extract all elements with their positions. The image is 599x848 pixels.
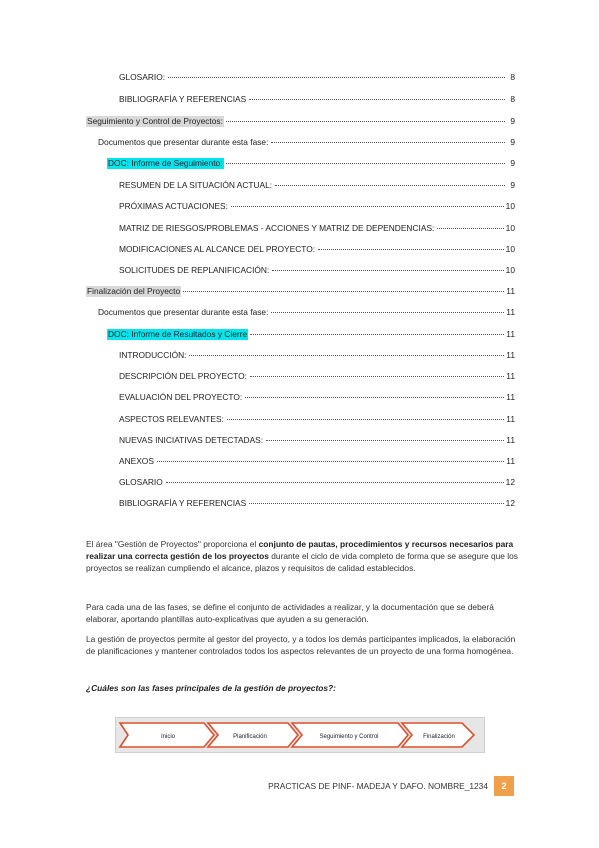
toc-entry-label: ASPECTOS RELEVANTES:: [119, 414, 224, 424]
toc-entry[interactable]: [118, 180, 515, 191]
toc-leader-dots: [271, 306, 504, 313]
toc-page-number: 11: [506, 329, 515, 339]
toc-leader-dots: [249, 93, 505, 100]
intro-p1-bold: conjunto de pautas, procedimientos y recursos necesarios para realizar una correcta gestión de los proyectos: [86, 539, 514, 561]
phase-label-inicio: Inicio: [160, 734, 176, 740]
toc-page-number: 9: [510, 137, 515, 147]
toc-entry-label: MODIFICACIONES AL ALCANCE DEL PROYECTO:: [119, 244, 316, 254]
toc-entry[interactable]: [118, 435, 515, 446]
phases-arrow-chain: [116, 718, 484, 752]
toc-entry-label: Seguimiento y Control de Proyectos:: [87, 116, 223, 126]
project-phases-diagram: [115, 717, 485, 753]
intro-paragraph-1: [86, 538, 518, 574]
toc-leader-dots: [250, 328, 504, 335]
toc-leader-dots: [271, 136, 505, 143]
footer-text: PRACTICAS DE PINF- MADEJA Y DAFO. NOMBRE_1234: [268, 781, 488, 791]
toc-entry-label: GLOSARIO: [119, 477, 163, 487]
toc-page-number: 9: [510, 180, 515, 190]
toc-page-number: 12: [505, 477, 515, 487]
toc-leader-dots: [157, 455, 504, 462]
toc-entry[interactable]: [118, 72, 515, 83]
toc-page-number: 10: [505, 201, 515, 211]
toc-leader-dots: [166, 476, 504, 483]
toc-entry[interactable]: [97, 137, 515, 148]
toc-entry-label: DESCRIPCIÓN DEL PROYECTO:: [119, 371, 247, 381]
toc-entry-label: ANEXOS: [119, 456, 154, 466]
toc-entry-label: RESUMEN DE LA SITUACIÓN ACTUAL:: [119, 180, 273, 190]
toc-entry[interactable]: [118, 371, 515, 382]
phases-question: ¿Cuáles son las fases principales de la gestión de proyectos?:: [86, 683, 336, 693]
toc-leader-dots: [227, 413, 504, 420]
toc-page-number: 11: [506, 371, 515, 381]
toc-page-number: 11: [506, 435, 515, 445]
toc-leader-dots: [231, 200, 504, 207]
toc-entry[interactable]: [107, 329, 515, 340]
toc-leader-dots: [189, 349, 504, 356]
toc-entry[interactable]: [118, 94, 515, 105]
toc-leader-dots: [249, 497, 503, 504]
toc-leader-dots: [318, 243, 504, 250]
toc-page-number: 11: [506, 286, 515, 296]
toc-leader-dots: [245, 391, 504, 398]
toc-page-number: 11: [506, 414, 515, 424]
phase-label-seguimiento: Seguimiento y Control: [319, 734, 379, 740]
toc-leader-dots: [226, 157, 505, 164]
toc-leader-dots: [250, 370, 504, 377]
toc-page-number: 12: [505, 498, 515, 508]
toc-entry-label: DOC: Informe de Seguimiento:: [108, 158, 223, 168]
toc-page-number: 9: [510, 158, 515, 168]
toc-entry[interactable]: [86, 286, 515, 297]
toc-entry[interactable]: [118, 414, 515, 425]
toc-leader-dots: [183, 285, 504, 292]
intro-p1-end: durante el ciclo de vida completo de forma que se asegure que los proyectos se realizan cumpliendo el alcance, plazos y requisitos de calidad establecidos.: [86, 551, 518, 573]
toc-leader-dots: [168, 71, 505, 78]
toc-entry[interactable]: [86, 116, 515, 127]
toc-leader-dots: [275, 179, 505, 186]
toc-entry-label: INTRODUCCIÓN:: [119, 350, 187, 360]
toc-entry[interactable]: [118, 456, 515, 467]
toc-leader-dots: [226, 115, 505, 122]
toc-entry-label: BIBLIOGRAFÍA Y REFERENCIAS: [119, 94, 247, 104]
toc-page-number: 11: [506, 307, 515, 317]
toc-entry-label: SOLICITUDES DE REPLANIFICACIÓN:: [119, 265, 270, 275]
toc-page-number: 10: [505, 223, 515, 233]
page-number-badge: 2: [494, 776, 514, 796]
toc-entry-label: BIBLIOGRAFÍA Y REFERENCIAS: [119, 498, 247, 508]
toc-entry-label: Documentos que presentar durante esta fase:: [98, 137, 269, 147]
phase-label-finalizacion: Finalización: [423, 734, 455, 740]
toc-entry[interactable]: [118, 350, 515, 361]
intro-p1-start: El área "Gestión de Proyectos" proporciona el: [86, 539, 259, 549]
intro-paragraph-2: Para cada una de las fases, se define el conjunto de actividades a realizar, y la documentación que se deberá elaborar, aportando plantillas auto-explicativas que ayuden a su generación.: [86, 602, 494, 624]
toc-entry[interactable]: [118, 223, 515, 234]
toc-leader-dots: [266, 434, 504, 441]
toc-entry-label: MATRIZ DE RIESGOS/PROBLEMAS - ACCIONES Y MATRIZ DE DEPENDENCIAS:: [119, 223, 435, 233]
toc-page-number: 11: [506, 392, 515, 402]
toc-entry[interactable]: [97, 307, 515, 318]
toc-entry-label: Documentos que presentar durante esta fase:: [98, 307, 269, 317]
toc-entry[interactable]: [118, 265, 515, 276]
toc-leader-dots: [272, 264, 503, 271]
toc-entry[interactable]: [118, 244, 515, 255]
toc-entry[interactable]: [118, 498, 515, 509]
toc-entry-label: Finalización del Proyecto: [87, 286, 181, 296]
toc-entry-label: DOC: Informe de Resultados y Cierre: [108, 329, 248, 339]
toc-leader-dots: [437, 222, 503, 229]
toc-entry[interactable]: [107, 158, 515, 169]
toc-entry-label: EVALUACIÓN DEL PROYECTO:: [119, 392, 243, 402]
intro-paragraph-3: La gestión de proyectos permite al gestor del proyecto, y a todos los demás participantes implicados, la elaboración de planificaciones y mantener controlados todos los aspectos relevantes de un proyecto de una forma homogénea.: [86, 634, 516, 656]
toc-page-number: 11: [506, 456, 515, 466]
toc-page-number: 9: [510, 116, 515, 126]
toc-entry-label: NUEVAS INICIATIVAS DETECTADAS:: [119, 435, 264, 445]
toc-page-number: 10: [505, 244, 515, 254]
toc-entry[interactable]: [118, 392, 515, 403]
toc-page-number: 8: [510, 94, 515, 104]
toc-page-number: 8: [510, 72, 515, 82]
toc-page-number: 11: [506, 350, 515, 360]
toc-page-number: 10: [505, 265, 515, 275]
toc-entry-label: PRÓXIMAS ACTUACIONES:: [119, 201, 228, 211]
phase-label-planificacion: Planificación: [233, 734, 267, 740]
toc-entry[interactable]: [118, 477, 515, 488]
toc-entry-label: GLOSARIO:: [119, 72, 166, 82]
toc-entry[interactable]: [118, 201, 515, 212]
